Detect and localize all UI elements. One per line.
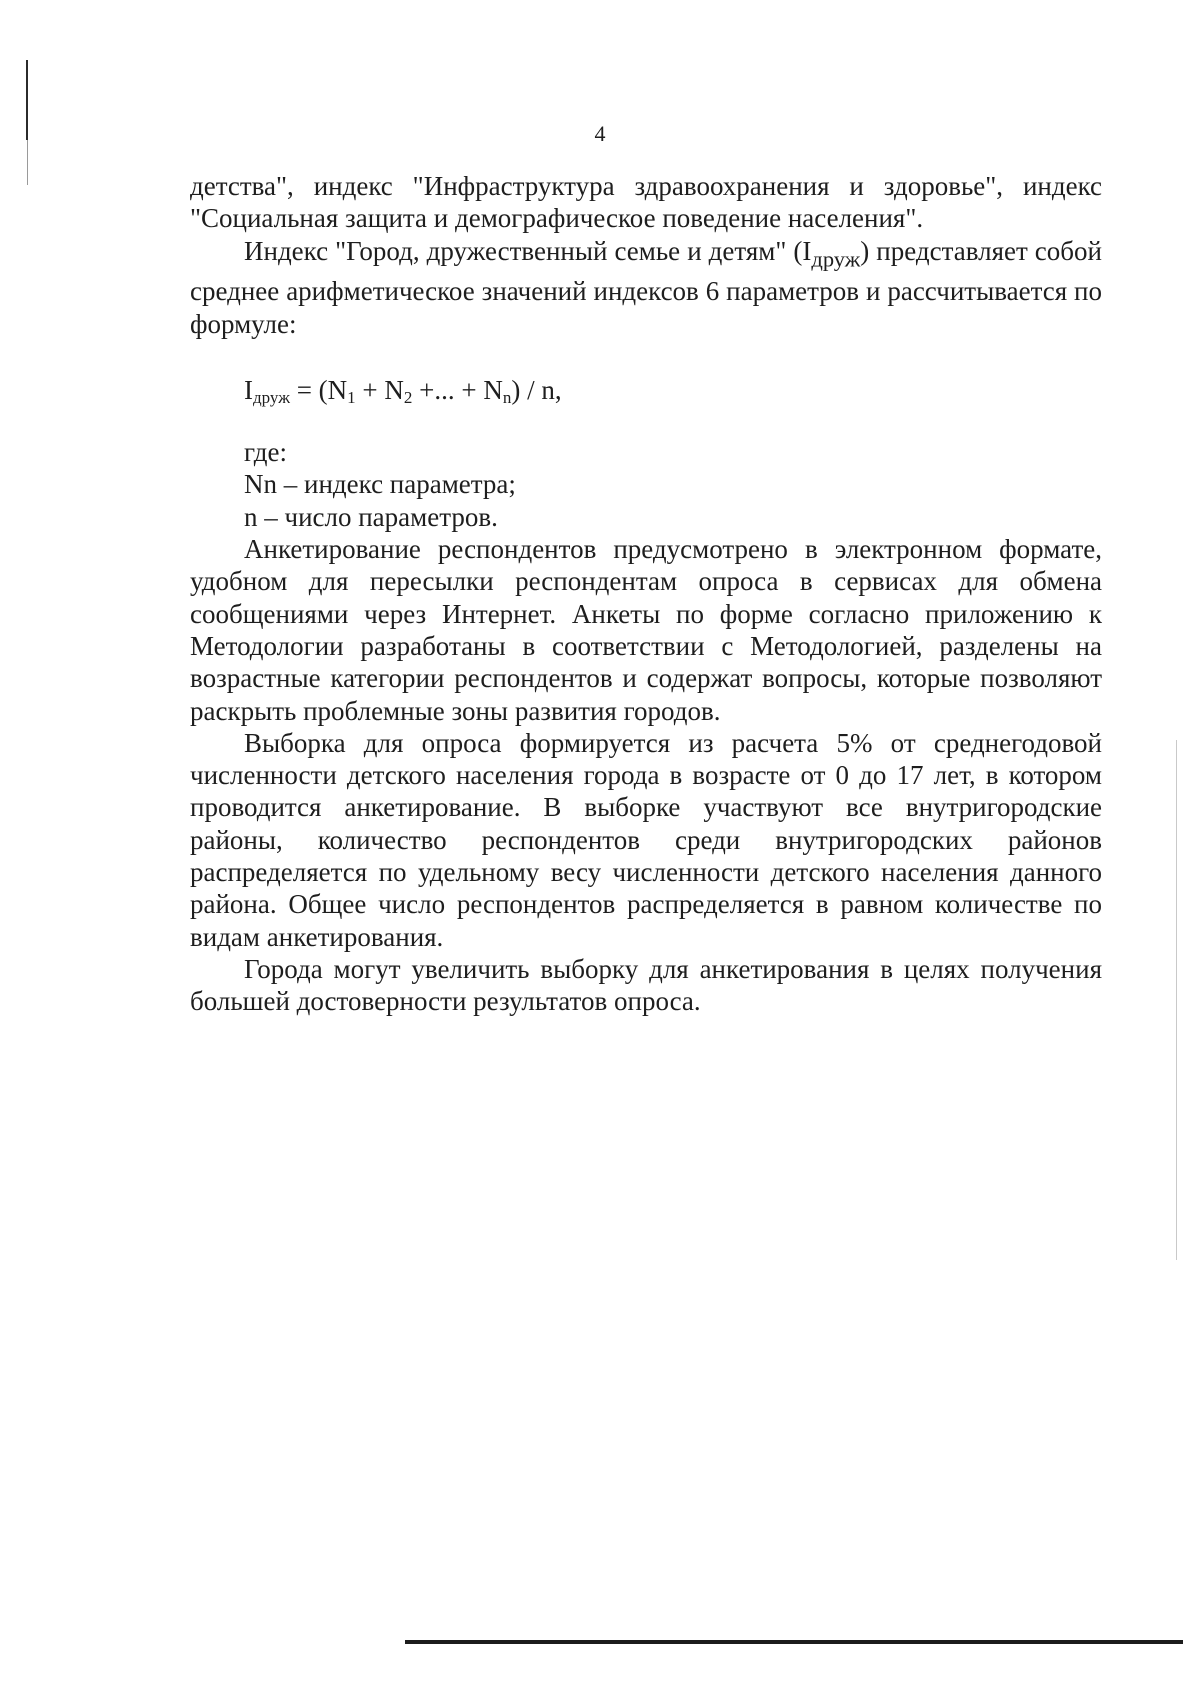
- formula-subscript-1: 1: [347, 387, 356, 407]
- right-edge-scan-line: [1176, 740, 1177, 1260]
- formula: [244, 374, 1102, 406]
- formula-middle: +... + N: [412, 374, 503, 405]
- document-body: [190, 170, 1102, 1018]
- where-label: где:: [244, 437, 287, 468]
- index-definition-text-end: ) представляет собой среднее арифметическое значений индексов 6 параметров и рассчитывается по формуле:: [190, 235, 1102, 339]
- paragraph-survey-format: Анкетирование респондентов предусмотрено в электронном формате, удобном для пересылки респондентам опроса в сервисах для обмена сообщениями через Интернет. Анкеты по форме согласно приложению к Методологии разработаны в соответствии с Методологией, разделены на возрастные категории респондентов и содержат вопросы, которые позволяют раскрыть проблемные зоны развития городов.: [190, 534, 1102, 726]
- formula-tail: ) / n,: [511, 374, 562, 405]
- paragraph-sample-formation: Выборка для опроса формируется из расчета 5% от среднегодовой численности детского населения города в возрасте от 0 до 17 лет, в котором проводится анкетирование. В выборке участвуют все внутригородские районы, количество респондентов среди внутригородских районов распределяется по удельному весу численности детского населения данного района. Общее число респондентов распределяется в равном количестве по видам анкетирования.: [190, 727, 1102, 952]
- where-item-nn: Nn – индекс параметра;: [244, 469, 516, 500]
- paragraph-indices-continuation: детства", индекс "Инфраструктура здравоохранения и здоровье", индекс "Социальная защита и демографическое поведение населения".: [190, 171, 1102, 234]
- formula-subscript-2: 2: [403, 387, 413, 407]
- paragraph-sample-increase: Города могут увеличить выборку для анкетирования в целях получения большей достоверности результатов опроса.: [190, 953, 1102, 1017]
- formula-lhs: I: [244, 374, 253, 405]
- paragraph-index-definition: [190, 235, 1102, 340]
- page-number: 4: [594, 121, 606, 146]
- index-subscript: друж: [811, 245, 861, 271]
- where-item-n: n – число параметров.: [244, 501, 498, 532]
- formula-subscript-n: n: [502, 387, 512, 407]
- index-definition-text-start: Индекс "Город, дружественный семье и детям" (I: [244, 235, 812, 266]
- formula-plus: + N: [355, 374, 404, 405]
- formula-open: = (N: [289, 374, 348, 405]
- bottom-rule: [405, 1640, 1183, 1644]
- formula-lhs-subscript: друж: [253, 387, 290, 407]
